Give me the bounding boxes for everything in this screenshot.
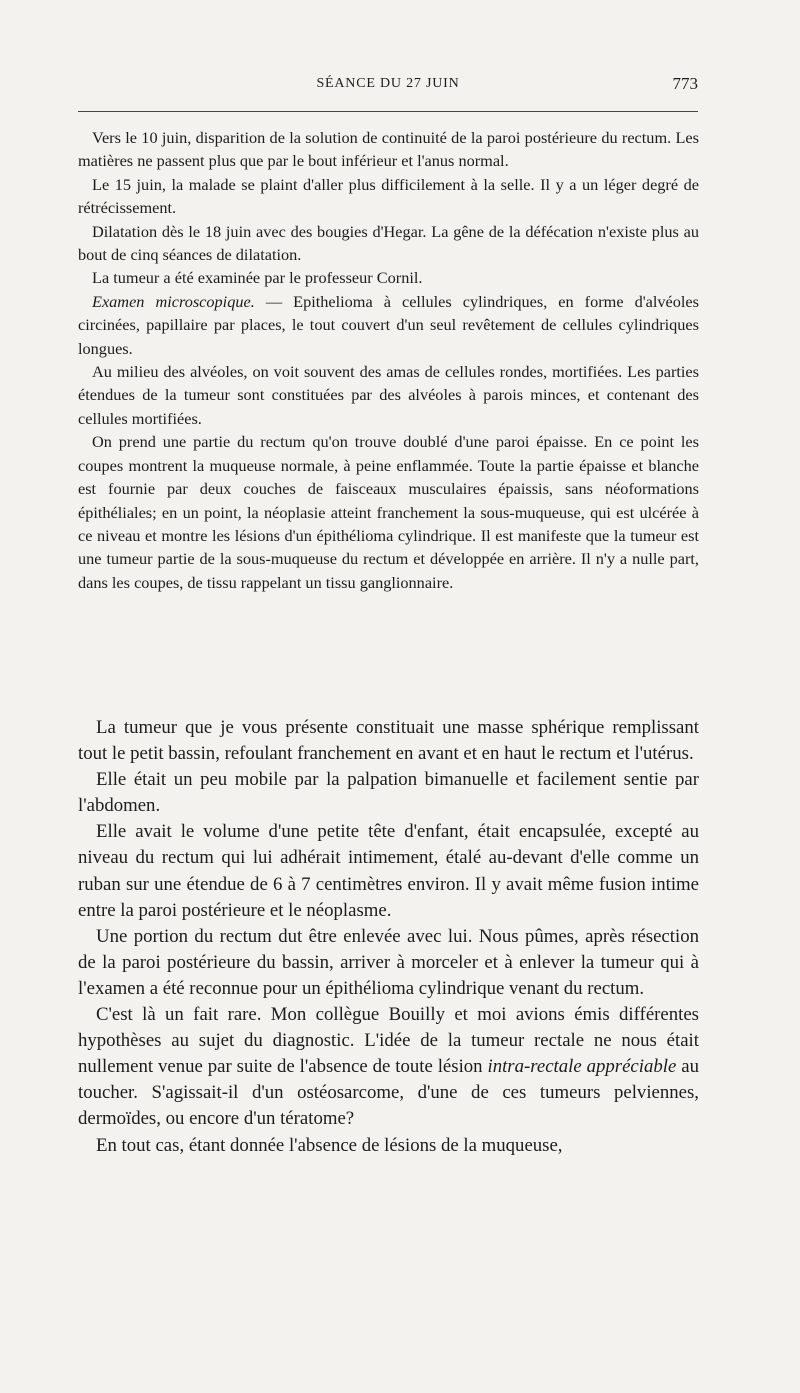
main-text: [78, 715, 699, 1159]
page-number: 773: [672, 74, 698, 93]
main-text-segment: au toucher. S'agissait-il d'un ostéosarcome, d'une de ces tumeurs pelviennes, dermoïdes, ou encore d'un tératome?: [78, 1056, 699, 1130]
notes-paragraph: On prend une partie du rectum qu'on trouve doublé d'une paroi épaisse. En ce point les coupes montrent la muqueuse normale, à peine enflammée. Toute la partie épaisse et blanche est fournie par deux couches de faisceaux musculaires épaissis, sans néoformations épithéliales; en un point, la néoplasie atteint franchement la sous-muqueuse, qui est ulcérée à ce niveau et montre les lésions d'un épithélioma cylindrique. Il est manifeste que la tumeur est une tumeur partie de la sous-muqueuse du rectum et développée en arrière. Il n'y a nulle part, dans les coupes, de tissu rappelant un tissu ganglionnaire.: [78, 432, 699, 592]
main-text-segment: C'est là un fait rare. Mon collègue Bouilly et moi avions émis différentes hypothèses au sujet du diagnostic. L'idée de la tumeur rectale ne nous était nullement venue par suite de l'absence de toute lésion: [78, 1004, 699, 1078]
notes-paragraph: Le 15 juin, la malade se plaint d'aller plus difficilement à la selle. Il y a un léger degré de rétrécissement.: [78, 174, 699, 218]
microscopy-text: — Epithelioma à cellules cylindriques, en forme d'alvéoles circinées, papillaire par places, le tout couvert d'un seul revêtement de cellules cylindriques longues.: [78, 291, 699, 358]
notes-paragraph: Dilatation dès le 18 juin avec des bougies d'Hegar. La gêne de la défécation n'existe plus au bout de cinq séances de dilatation.: [78, 221, 699, 265]
notes-paragraph: Vers le 10 juin, disparition de la solution de continuité de la paroi postérieure du rectum. Les matières ne passent plus que par le bout inférieur et l'anus normal.: [78, 128, 699, 171]
running-head: [78, 74, 698, 94]
main-paragraph: Une portion du rectum dut être enlevée avec lui. Nous pûmes, après résection de la paroi postérieure du bassin, arriver à morceler et à enlever la tumeur qui à l'examen a été reconnue pour un épithélioma cylindrique venant du rectum.: [78, 925, 699, 999]
header-rule: [78, 111, 698, 112]
notes-paragraph: La tumeur a été examinée par le professeur Cornil.: [92, 268, 423, 288]
case-notes: [78, 126, 699, 594]
running-title: SÉANCE DU 27 JUIN: [316, 76, 460, 91]
main-paragraph: En tout cas, étant donnée l'absence de lésions de la muqueuse,: [96, 1134, 563, 1156]
microscopy-heading: Examen microscopique.: [92, 291, 255, 311]
main-paragraph: [78, 1002, 699, 1132]
main-paragraph: Elle avait le volume d'une petite tête d'enfant, était encapsulée, excepté au niveau du rectum qui lui adhérait intimement, étalé au-devant d'elle comme un ruban sur une étendue de 6 à 7 centimètres environ. Il y avait même fusion intime entre la paroi postérieure et le néoplasme.: [78, 821, 699, 921]
notes-paragraph: Au milieu des alvéoles, on voit souvent des amas de cellules rondes, mortifiées. Les parties étendues de la tumeur sont constituées par des alvéoles à parois minces, et contenant des cellules mortifiées.: [78, 362, 699, 428]
main-paragraph: Elle était un peu mobile par la palpation bimanuelle et facilement sentie par l'abdomen.: [78, 769, 699, 817]
main-paragraph: La tumeur que je vous présente constituait une masse sphérique remplissant tout le petit bassin, refoulant franchement en avant et en haut le rectum et l'utérus.: [78, 717, 699, 765]
notes-paragraph: [78, 290, 699, 360]
main-italic-phrase: intra-rectale appréciable: [487, 1056, 677, 1078]
